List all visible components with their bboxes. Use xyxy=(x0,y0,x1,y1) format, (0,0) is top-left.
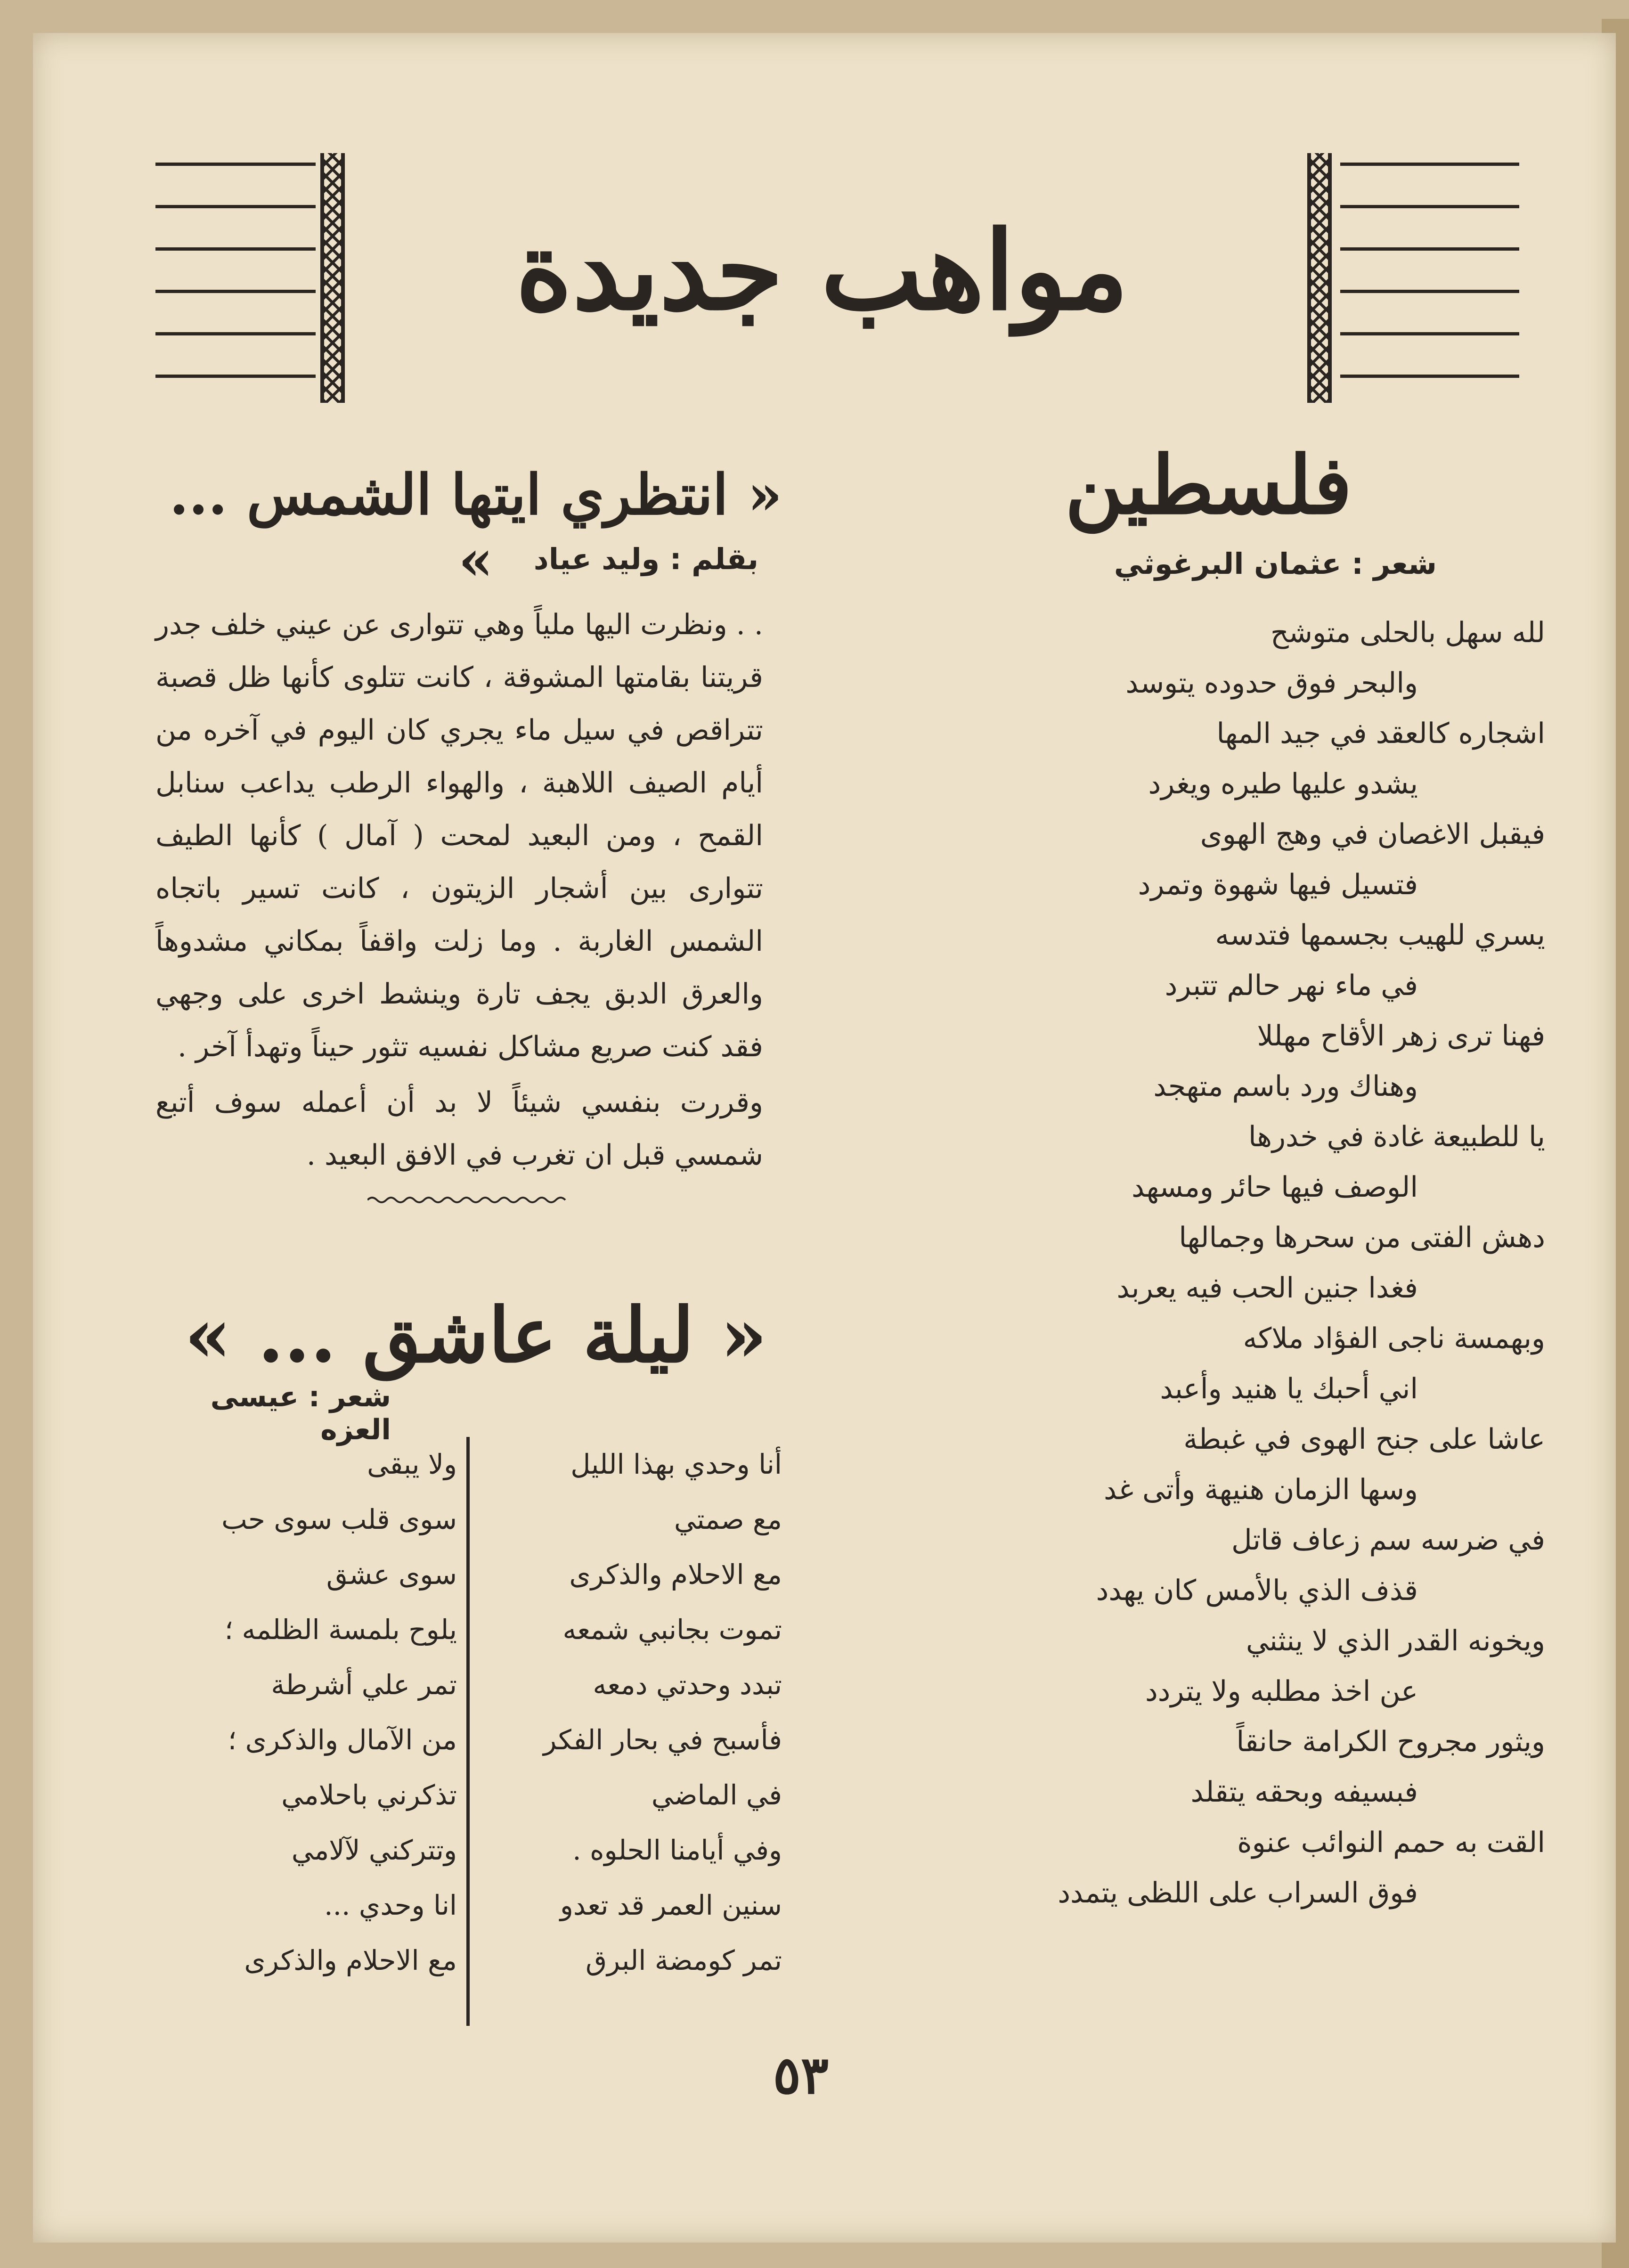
article-byline: بقلم : وليد عياد xyxy=(533,542,758,576)
poem-line: ويثور مجروح الكرامة حانقاً xyxy=(1236,1725,1545,1758)
poem2-line: يلوح بلمسة الظلمه ؛ xyxy=(224,1614,457,1646)
poem2-line: سوى قلب سوى حب xyxy=(221,1503,457,1535)
poem2-line: فأسبح في بحار الفكر xyxy=(543,1724,782,1756)
poem2-line: تمر علي أشرطة xyxy=(271,1669,457,1701)
poem2-line: سنين العمر قد تعدو xyxy=(560,1889,782,1921)
poem-line: يا للطبيعة غادة في خدرها xyxy=(1248,1120,1545,1153)
page-number: ٥٣ xyxy=(773,2045,829,2105)
poem-line: الوصف فيها حائر ومسهد xyxy=(1132,1171,1418,1204)
poem-line: اني أحبك يا هنيد وأعبد xyxy=(1160,1372,1418,1405)
article-paragraph: . . ونظرت اليها ملياً وهي تتوارى عن عيني خلف جدر قريتنا بقامتها المشوقة ، كانت تتلوى كأنها ظل قصبة تتراقص في سيل ماء يجري كان اليوم في آخره من أيام الصيف اللاهبة ، والهواء الرطب يداعب سنابل القمح ، ومن البعيد لمحت ( آمال ) كأنها الطيف تتوارى بين أشجار الزيتون ، كانت تسير باتجاه الشمس الغاربة . وما زلت واقفاً بمكاني مشدوهاً والعرق الدبق يجف تارة وينشط اخرى على وجهي فقد كنت صريع مشاكل نفسيه تثور حيناً وتهدأ آخر . xyxy=(155,608,763,1063)
poem2-byline: شعر : عيسى العزه xyxy=(210,1380,391,1446)
poem2-line: انا وحدي ... xyxy=(324,1889,457,1921)
poem2-line: تمر كومضة البرق xyxy=(586,1944,782,1976)
poem-line: فتسيل فيها شهوة وتمرد xyxy=(1138,868,1418,901)
poem-line: في ماء نهر حالم تتبرد xyxy=(1165,969,1418,1002)
poem2-line: سوى عشق xyxy=(326,1558,457,1591)
poem2-line: في الماضي xyxy=(651,1779,782,1811)
poem-line: فوق السراب على اللظى يتمدد xyxy=(1058,1876,1418,1909)
poem-line: يشدو عليها طيره ويغرد xyxy=(1148,767,1418,800)
poem-line: وبهمسة ناجى الفؤاد ملاكه xyxy=(1243,1322,1545,1355)
poem2-line: مع الاحلام والذكرى xyxy=(569,1558,782,1591)
poem-line: عن اخذ مطلبه ولا يتردد xyxy=(1145,1675,1418,1708)
poem2-line: تبدد وحدتي دمعه xyxy=(593,1669,782,1701)
left-ornament xyxy=(155,153,377,403)
poem2-title: « ليلة عاشق ... » xyxy=(184,1291,767,1379)
poem2-line: ولا يبقى xyxy=(367,1448,457,1480)
poem2-line: مع صمتي xyxy=(674,1503,782,1535)
poem2-line: تذكرني باحلامي xyxy=(281,1779,457,1811)
poem-line: فهنا ترى زهر الأقاح مهللا xyxy=(1257,1020,1545,1052)
poem-title: فلسطين xyxy=(1065,438,1352,532)
poem-line: فبسيفه وبحقه يتقلد xyxy=(1190,1776,1418,1809)
article-body xyxy=(155,598,763,1184)
poem-line: ويخونه القدر الذي لا ينثني xyxy=(1246,1624,1545,1657)
poem-line: وسها الزمان هنيهة وأتى غد xyxy=(1104,1473,1418,1506)
article-title: « انتظري ايتها الشمس ... » xyxy=(169,462,782,593)
poem-line: قذف الذي بالأمس كان يهدد xyxy=(1096,1574,1418,1607)
poem2-line: من الآمال والذكرى ؛ xyxy=(228,1724,457,1756)
poem-line: فيقبل الاغصان في وهج الهوى xyxy=(1200,818,1545,851)
poem-line: دهش الفتى من سحرها وجمالها xyxy=(1179,1221,1545,1254)
poem-line: لله سهل بالحلى متوشح xyxy=(1270,616,1545,649)
poem2-column-right xyxy=(499,1437,782,1988)
poem2-line: وفي أيامنا الحلوه . xyxy=(572,1834,782,1866)
column-divider xyxy=(466,1437,470,2026)
poem-line: القت به حمم النوائب عنوة xyxy=(1237,1826,1545,1859)
poem-line: اشجاره كالعقد في جيد المها xyxy=(1216,717,1545,750)
right-ornament xyxy=(1307,153,1529,403)
divider-squiggle xyxy=(367,1194,570,1206)
poem2-line: تموت بجانبي شمعه xyxy=(562,1614,782,1646)
poem2-line: أنا وحدي بهذا الليل xyxy=(570,1448,782,1480)
poem-line: يسري للهيب بجسمها فتدسه xyxy=(1215,919,1545,952)
poem-line: في ضرسه سم زعاف قاتل xyxy=(1231,1524,1545,1557)
poem-line: فغدا جنين الحب فيه يعربد xyxy=(1116,1272,1418,1305)
poem2-column-left xyxy=(179,1437,457,1988)
poem2-line: مع الاحلام والذكرى xyxy=(244,1944,457,1976)
article-paragraph: وقررت بنفسي شيئاً لا بد أن أعمله سوف أتبع شمسي قبل ان تغرب في الافق البعيد . xyxy=(155,1086,763,1172)
poem-body xyxy=(886,608,1545,1918)
section-title: مواهب جديدة xyxy=(515,207,1129,334)
poem2-line: وتتركني لآلامي xyxy=(291,1834,457,1866)
poem-byline: شعر : عثمان البرغوثي xyxy=(1114,547,1437,581)
poem-line: والبحر فوق حدوده يتوسد xyxy=(1125,667,1418,700)
poem-line: عاشا على جنح الهوى في غبطة xyxy=(1183,1423,1545,1456)
poem-line: وهناك ورد باسم متهجد xyxy=(1153,1070,1418,1103)
